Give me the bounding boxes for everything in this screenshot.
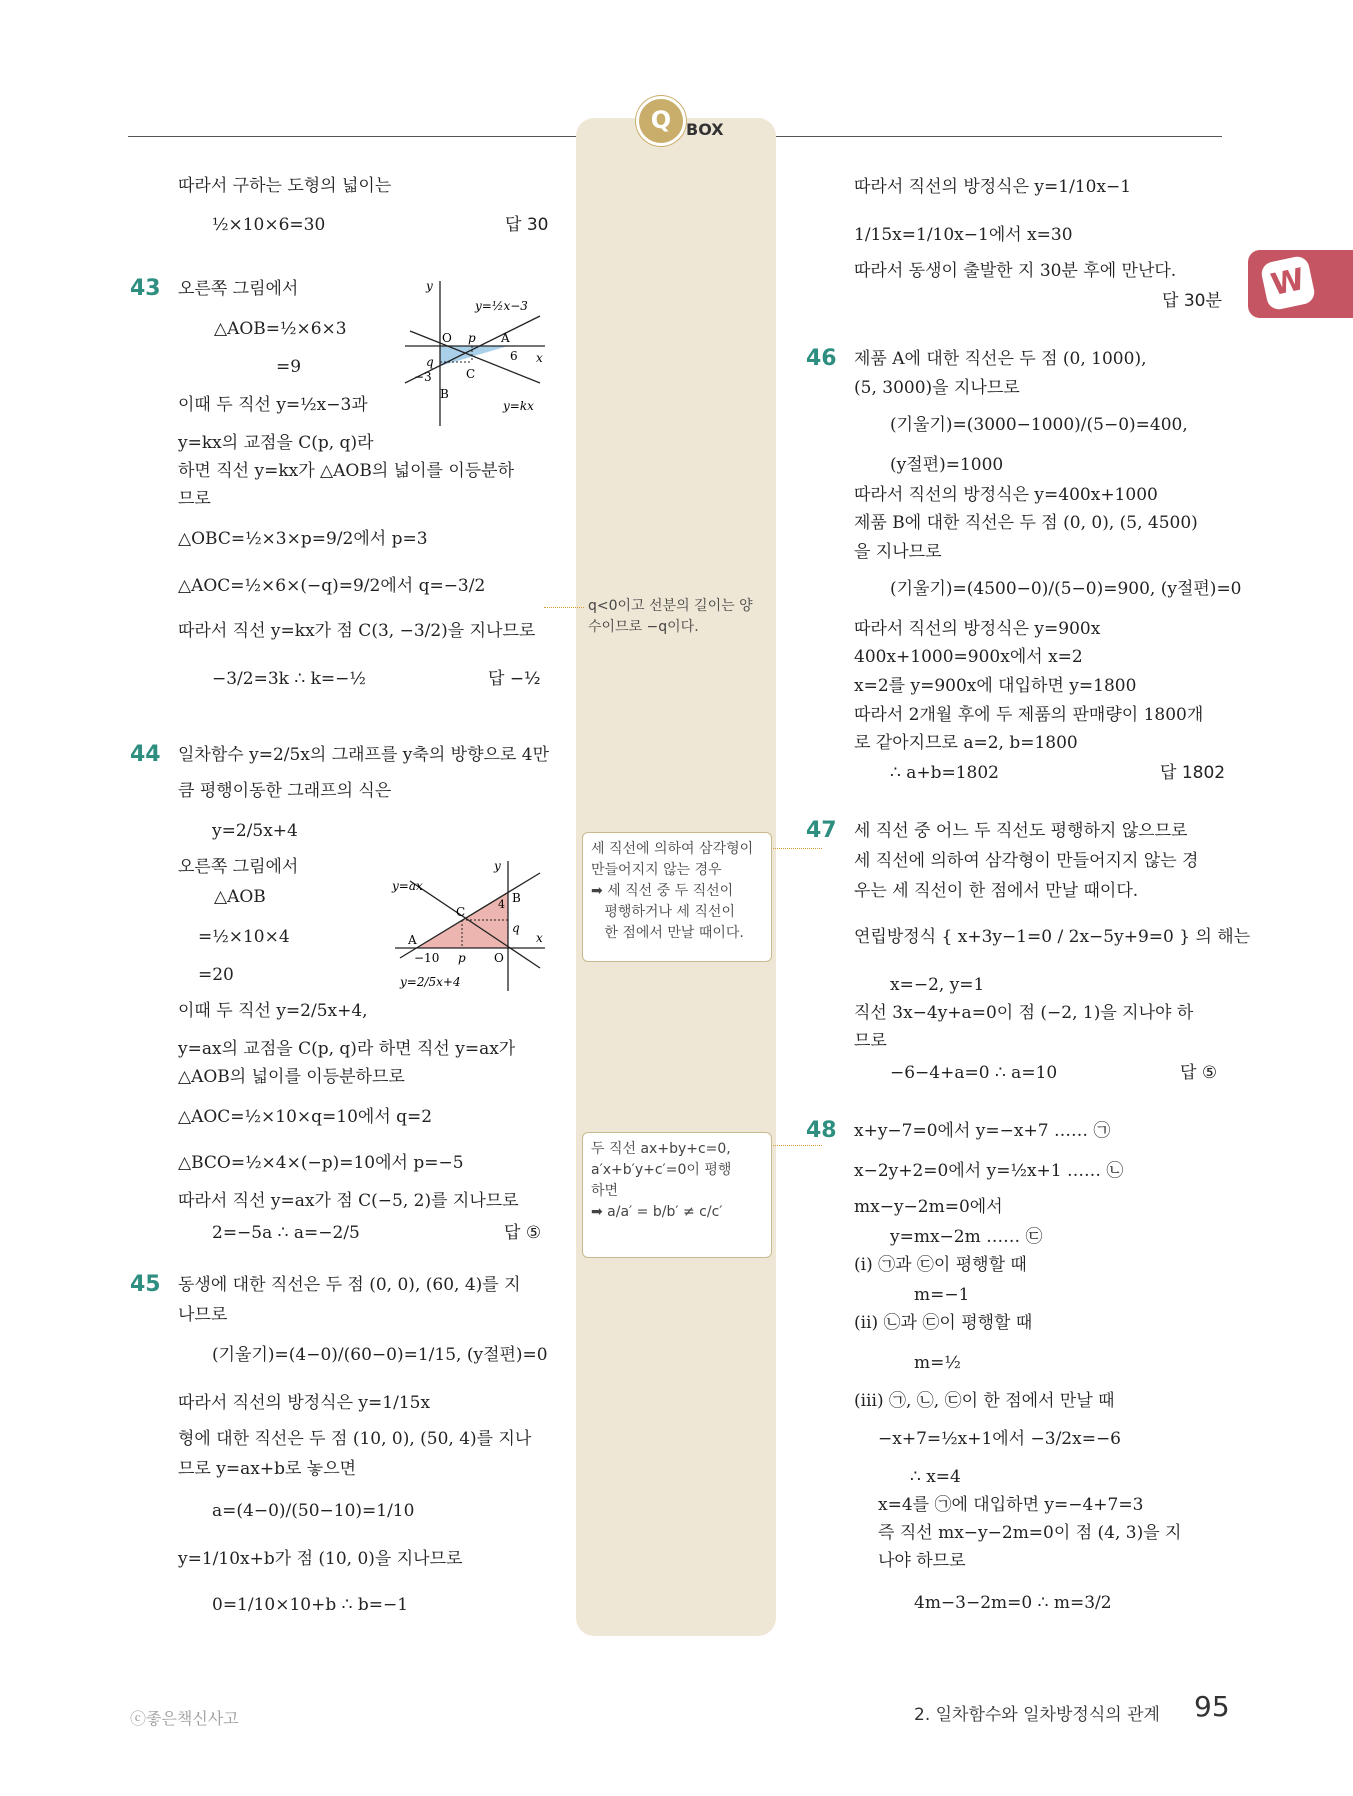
header-rule-left [128, 136, 578, 137]
problem-43-number: 43 [130, 276, 161, 301]
graph-44-label-y: y [494, 859, 501, 873]
graph-43-label-eq2: y=kx [503, 399, 534, 413]
p46-line-7: (기울기)=(4500−0)/(5−0)=900, (y절편)=0 [890, 579, 1242, 599]
p45-line-8: 0=1/10×10+b ∴ b=−1 [212, 1595, 409, 1615]
p43-line-3: 이때 두 직선 y=½x−3과 [178, 395, 368, 415]
graph-43-label-p: p [468, 331, 476, 345]
p48-line-0: x+y−7=0에서 y=−x+7 …… ㉠ [854, 1121, 1111, 1141]
graph-43-label-x: x [536, 351, 543, 365]
intro-answer: 답 30 [505, 215, 549, 235]
p46-line-6: 을 지나므로 [854, 542, 942, 562]
p45c-line-0: 따라서 직선의 방정식은 y=1/10x−1 [854, 177, 1132, 197]
problem-45-number: 45 [130, 1272, 161, 1297]
p48-line-13: 나야 하므로 [878, 1551, 966, 1571]
p47-line-1: 세 직선에 의하여 삼각형이 만들어지지 않는 경 [854, 851, 1199, 871]
side-tab-w-icon: W [1260, 255, 1317, 312]
p47-line-2: 우는 세 직선이 한 점에서 만날 때이다. [854, 881, 1139, 901]
p45c-line-2: 따라서 동생이 출발한 지 30분 후에 만난다. [854, 261, 1177, 281]
p44-line-8: y=ax의 교점을 C(p, q)라 하면 직선 y=ax가 [178, 1039, 516, 1059]
graph-43-label-a: A [501, 331, 510, 345]
problem-48-number: 48 [806, 1118, 837, 1143]
p43-line-7: △OBC=½×3×p=9/2에서 p=3 [178, 529, 428, 549]
p45-line-4: 형에 대한 직선은 두 점 (10, 0), (50, 4)를 지나 [178, 1429, 532, 1449]
p46-line-8: 따라서 직선의 방정식은 y=900x [854, 619, 1101, 639]
footer-chapter: 2. 일차함수와 일차방정식의 관계 [914, 1705, 1160, 1725]
q-box-label: BOX [686, 120, 724, 139]
header-rule-right [776, 136, 1222, 137]
q-box-icon: Q [650, 106, 672, 134]
graph-44-label-m10: −10 [414, 951, 440, 965]
p48-line-14: 4m−3−2m=0 ∴ m=3/2 [914, 1593, 1112, 1613]
p45-line-5: 므로 y=ax+b로 놓으면 [178, 1459, 357, 1479]
graph-43-label-o: O [442, 331, 452, 345]
footer-page-number: 95 [1194, 1690, 1230, 1723]
p44-line-11: △BCO=½×4×(−p)=10에서 p=−5 [178, 1153, 464, 1173]
p45-answer: 답 30분 [1162, 291, 1222, 311]
p48-line-3: y=mx−2m …… ㉢ [890, 1227, 1043, 1247]
p48-line-8: (ⅲ) ㉠, ㉡, ㉢이 한 점에서 만날 때 [854, 1391, 1115, 1411]
note-3-box [582, 1132, 772, 1258]
p43-line-4: y=kx의 교점을 C(p, q)라 [178, 433, 374, 453]
note-2-box [582, 832, 772, 962]
p44-line-2: y=2/5x+4 [212, 821, 298, 841]
p46-line-1: (5, 3000)을 지나므로 [854, 378, 1020, 398]
p44-line-1: 큼 평행이동한 그래프의 식은 [178, 781, 392, 801]
p47-line-6: 므로 [854, 1031, 887, 1051]
p44-line-5: =½×10×4 [198, 927, 290, 947]
p48-line-7: m=½ [914, 1353, 961, 1373]
p45-line-2: (기울기)=(4−0)/(60−0)=1/15, (y절편)=0 [212, 1345, 548, 1365]
p47-line-0: 세 직선 중 어느 두 직선도 평행하지 않으므로 [854, 821, 1188, 841]
p44-line-10: △AOC=½×10×q=10에서 q=2 [178, 1107, 433, 1127]
graph-44-label-p: p [458, 951, 466, 965]
p45-line-6: a=(4−0)/(50−10)=1/10 [212, 1501, 415, 1521]
graph-44-label-b: B [512, 891, 521, 905]
p47-line-5: 직선 3x−4y+a=0이 점 (−2, 1)을 지나야 하 [854, 1003, 1194, 1023]
p43-line-1: △AOB=½×6×3 [214, 319, 347, 339]
p43-line-2: =9 [276, 357, 302, 377]
p43-answer: 답 −½ [488, 669, 541, 689]
p48-line-5: m=−1 [914, 1285, 970, 1305]
note-3-leader [770, 1145, 822, 1146]
footer-publisher: ⓒ좋은책신사고 [130, 1709, 239, 1728]
p45-line-1: 나므로 [178, 1305, 228, 1325]
p44-line-6: =20 [198, 965, 234, 985]
graph-43-label-6: 6 [510, 349, 518, 363]
graph-44-label-eq1: y=ax [392, 879, 423, 893]
p46-line-11: 따라서 2개월 후에 두 제품의 판매량이 1800개 [854, 705, 1204, 725]
p46-line-4: 따라서 직선의 방정식은 y=400x+1000 [854, 485, 1158, 505]
note-2-text: 세 직선에 의하여 삼각형이 만들어지지 않는 경우 ➡ 세 직선 중 두 직선이 평행하거나 세 직선이 한 점에서 만날 때이다. [591, 841, 754, 941]
graph-44-label-x: x [536, 931, 543, 945]
note-3-text: 두 직선 ax+by+c=0, a′x+b′y+c′=0이 평행 하면 ➡ a/a′ = b/b′ ≠ c/c′ [591, 1141, 732, 1220]
p43-line-0: 오른쪽 그림에서 [178, 279, 299, 299]
p47-line-7: −6−4+a=0 ∴ a=10 [890, 1063, 1058, 1083]
intro-line-1: 따라서 구하는 도형의 넓이는 [178, 176, 392, 196]
p45-line-0: 동생에 대한 직선은 두 점 (0, 0), (60, 4)를 지 [178, 1275, 521, 1295]
note-1-text: q<0이고 선분의 길이는 양 수이므로 −q이다. [588, 598, 753, 635]
p47-line-3: 연립방정식 { x+3y−1=0 / 2x−5y+9=0 } 의 해는 [854, 927, 1251, 947]
note-2-leader [770, 848, 822, 849]
graph-44-label-eq2: y=2/5x+4 [400, 975, 461, 989]
graph-44-label-q: q [512, 921, 520, 935]
p44-line-3: 오른쪽 그림에서 [178, 857, 299, 877]
intro-line-2: ½×10×6=30 [212, 215, 326, 235]
graph-43-label-c: C [466, 367, 476, 381]
p46-line-5: 제품 B에 대한 직선은 두 점 (0, 0), (5, 4500) [854, 513, 1198, 533]
p46-line-9: 400x+1000=900x에서 x=2 [854, 647, 1083, 667]
p44-line-0: 일차함수 y=2/5x의 그래프를 y축의 방향으로 4만 [178, 745, 549, 765]
p48-line-12: 즉 직선 mx−y−2m=0이 점 (4, 3)을 지 [878, 1523, 1182, 1543]
graph-44-label-o: O [494, 951, 504, 965]
p47-line-4: x=−2, y=1 [890, 975, 985, 995]
p43-line-8: △AOC=½×6×(−q)=9/2에서 q=−3/2 [178, 576, 486, 596]
p45-line-3: 따라서 직선의 방정식은 y=1/15x [178, 1393, 431, 1413]
p48-line-6: (ⅱ) ㉡과 ㉢이 평행할 때 [854, 1313, 1033, 1333]
graph-43-label-eq1: y=½x−3 [475, 299, 528, 313]
graph-44-label-c: C [456, 905, 466, 919]
p46-line-0: 제품 A에 대한 직선은 두 점 (0, 1000), [854, 349, 1147, 369]
graph-43 [400, 276, 550, 436]
graph-44 [390, 856, 550, 996]
p48-line-2: mx−y−2m=0에서 [854, 1197, 1003, 1217]
problem-44-number: 44 [130, 742, 161, 767]
p48-line-9: −x+7=½x+1에서 −3/2x=−6 [878, 1429, 1122, 1449]
problem-46-number: 46 [806, 346, 837, 371]
p48-line-11: x=4를 ㉠에 대입하면 y=−4+7=3 [878, 1495, 1144, 1515]
p45-line-7: y=1/10x+b가 점 (10, 0)을 지나므로 [178, 1549, 463, 1569]
p44-line-9: △AOB의 넓이를 이등분하므로 [178, 1067, 405, 1087]
graph-44-label-a: A [408, 933, 417, 947]
p43-line-9: 따라서 직선 y=kx가 점 C(3, −3/2)을 지나므로 [178, 621, 536, 641]
p44-line-13: 2=−5a ∴ a=−2/5 [212, 1223, 360, 1243]
p44-answer: 답 ⑤ [504, 1223, 542, 1243]
p48-line-1: x−2y+2=0에서 y=½x+1 …… ㉡ [854, 1161, 1124, 1181]
graph-43-label-b: B [440, 387, 449, 401]
p47-answer: 답 ⑤ [1180, 1063, 1218, 1083]
p46-line-13: ∴ a+b=1802 [890, 763, 999, 783]
p43-line-6: 므로 [178, 489, 211, 509]
p44-line-7: 이때 두 직선 y=2/5x+4, [178, 1001, 368, 1021]
graph-43-label-y: y [426, 279, 433, 293]
p46-line-2: (기울기)=(3000−1000)/(5−0)=400, [890, 415, 1188, 435]
p48-line-10: ∴ x=4 [910, 1467, 961, 1487]
p48-line-4: (ⅰ) ㉠과 ㉢이 평행할 때 [854, 1255, 1027, 1275]
side-tab [1248, 250, 1353, 318]
problem-47-number: 47 [806, 818, 837, 843]
graph-44-label-4: 4 [498, 898, 505, 911]
p44-line-4: △AOB [214, 887, 266, 907]
p46-line-10: x=2를 y=900x에 대입하면 y=1800 [854, 676, 1137, 696]
p43-line-5: 하면 직선 y=kx가 △AOB의 넓이를 이등분하 [178, 461, 515, 481]
p44-line-12: 따라서 직선 y=ax가 점 C(−5, 2)를 지나므로 [178, 1191, 519, 1211]
p45c-line-1: 1/15x=1/10x−1에서 x=30 [854, 225, 1073, 245]
p46-line-12: 로 같아지므로 a=2, b=1800 [854, 733, 1078, 753]
p43-line-10: −3/2=3k ∴ k=−½ [212, 669, 366, 689]
graph-43-label-m3: −3 [414, 370, 432, 384]
graph-43-label-q: q [426, 355, 434, 369]
note-1-leader [544, 607, 584, 608]
p46-answer: 답 1802 [1160, 763, 1226, 783]
q-box-badge [636, 96, 686, 146]
note-1 [588, 596, 753, 638]
p46-line-3: (y절편)=1000 [890, 455, 1004, 475]
